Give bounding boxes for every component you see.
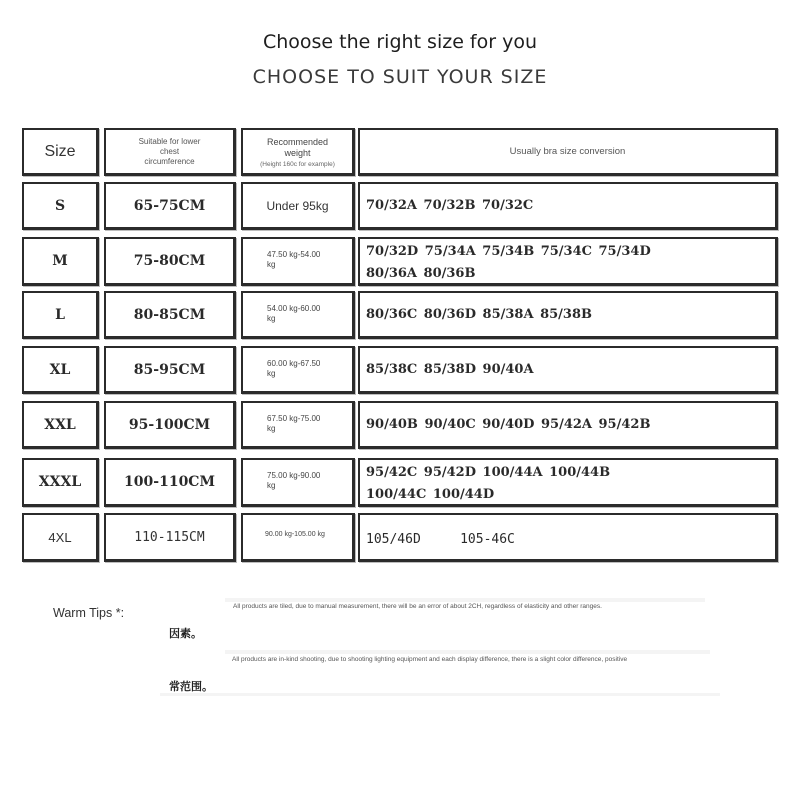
header-weight-note: (Height 160c for example) — [260, 161, 335, 168]
table-row-size: XL — [22, 346, 99, 394]
page-title: Choose the right size for you — [262, 31, 538, 53]
table-row-weight: 75.00 kg-90.00 kg — [241, 458, 355, 507]
tip-background — [160, 693, 720, 696]
table-row-chest: 80-85CM — [104, 291, 236, 339]
header-weight — [241, 128, 355, 176]
table-row-size: M — [22, 237, 99, 286]
table-row-bra: 80/36C 80/36D 85/38A 85/38B — [358, 291, 778, 339]
tip-2-text: All products are in-kind shooting, due to shooting lighting equipment and each display difference, there is a slight color difference, positive — [232, 656, 628, 663]
table-row-bra: 95/42C 95/42D 100/44A 100/44B 100/44C 100/44D — [358, 458, 778, 507]
table-row-size: S — [22, 182, 99, 230]
tip-2-cjk: 常范围。 — [169, 680, 213, 693]
table-row-bra: 70/32A 70/32B 70/32C — [358, 182, 778, 230]
table-row-size: L — [22, 291, 99, 339]
table-row-chest: 85-95CM — [104, 346, 236, 394]
table-row-weight: 67.50 kg-75.00 kg — [241, 401, 355, 449]
header-size: Size — [22, 128, 99, 176]
table-row-weight: 60.00 kg-67.50 kg — [241, 346, 355, 394]
table-row-weight: 47.50 kg-54.00 kg — [241, 237, 355, 286]
table-row-bra: 105/46D 105-46C — [358, 513, 778, 562]
tip-1-cjk: 因素。 — [169, 627, 202, 640]
table-row-weight: 54.00 kg-60.00 kg — [241, 291, 355, 339]
table-row-chest: 75-80CM — [104, 237, 236, 286]
tip-background — [225, 598, 705, 602]
table-row-bra: 90/40B 90/40C 90/40D 95/42A 95/42B — [358, 401, 778, 449]
table-row-weight: 90.00 kg-105.00 kg — [241, 513, 355, 562]
table-row-size: XXL — [22, 401, 99, 449]
table-row-size: XXXL — [22, 458, 99, 507]
table-row-chest: 95-100CM — [104, 401, 236, 449]
tip-background — [225, 650, 710, 654]
table-row-size: 4XL — [22, 513, 99, 562]
table-row-weight: Under 95kg — [241, 182, 355, 230]
table-row-bra: 70/32D 75/34A 75/34B 75/34C 75/34D 80/36A 80/36B — [358, 237, 778, 286]
table-row-bra: 85/38C 85/38D 90/40A — [358, 346, 778, 394]
table-row-chest: 100-110CM — [104, 458, 236, 507]
table-row-chest: 110-115CM — [104, 513, 236, 562]
header-bra: Usually bra size conversion — [358, 128, 778, 176]
page-subtitle: CHOOSE TO SUIT YOUR SIZE — [252, 66, 548, 88]
table-row-chest: 65-75CM — [104, 182, 236, 230]
warm-tips-label: Warm Tips *: — [53, 606, 125, 620]
tip-1-text: All products are tiled, due to manual measurement, there will be an error of about 2CH, regardless of elasticity and other ranges. — [233, 603, 602, 610]
header-weight-label: Recommended weight — [266, 137, 329, 158]
header-chest: Suitable for lower chest circumference — [104, 128, 236, 176]
